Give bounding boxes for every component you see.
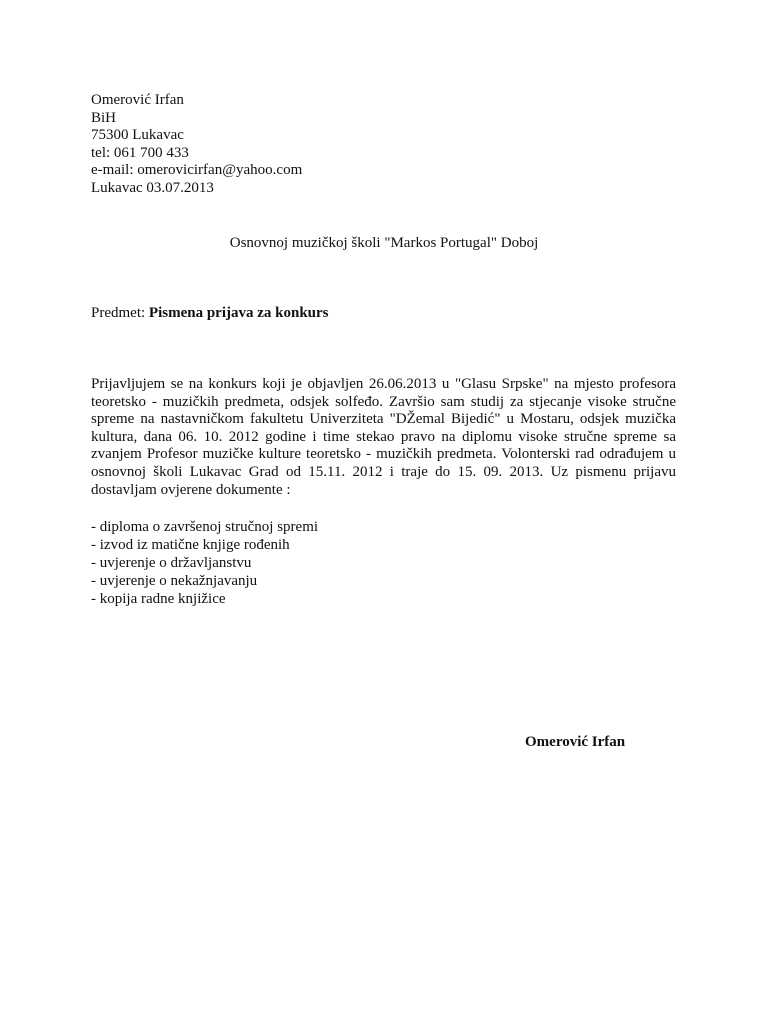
list-item: - kopija radne knjižice [91, 591, 226, 607]
list-item: - izvod iz matične knjige rođenih [91, 537, 290, 553]
list-item: - uvjerenje o državljanstvu [91, 555, 252, 571]
sender-country: BiH [91, 109, 117, 126]
subject-label: Predmet: [91, 305, 149, 321]
sender-email: e-mail: omerovicirfan@yahoo.com [91, 162, 303, 179]
subject-line [91, 304, 329, 322]
list-item: - uvjerenje o nekažnjavanju [91, 573, 258, 589]
sender-block [91, 92, 302, 198]
documents-list [91, 518, 318, 608]
signature-name: Omerović Irfan [525, 734, 626, 750]
sender-place-date: Lukavac 03.07.2013 [91, 179, 214, 196]
sender-name: Omerović Irfan [91, 92, 184, 108]
sender-city: 75300 Lukavac [91, 127, 184, 144]
recipient-line: Osnovnoj muzičkoj školi "Markos Portugal" Doboj [229, 235, 539, 251]
letter-body: Prijavljujem se na konkurs koji je objavljen 26.06.2013 u "Glasu Srpske" na mjesto profesora teoretsko - muzičkih predmeta, odsjek solfeđo. Završio sam studij za stjecanje visoke stručne spreme na nastavničkom fakultetu Univerziteta "DŽemal Bijedić" u Mostaru, odsjek muzička kultura, dana 06. 10. 2012 godine i time stekao pravo na diplomu visoke stručne spreme sa zvanjem Profesor muzičke kulture teoretsko - muzičkih predmeta. Volonterski rad odrađujem u osnovnoj školi Lukavac Grad od 15.11. 2012 i traje do 15. 09. 2013. Uz pismenu prijavu dostavljam ovjerene dokumente : [91, 376, 676, 498]
list-item: - diploma o završenoj stručnoj spremi [91, 519, 319, 535]
sender-phone: tel: 061 700 433 [91, 144, 189, 161]
subject-text: Pismena prijava za konkurs [148, 305, 329, 321]
